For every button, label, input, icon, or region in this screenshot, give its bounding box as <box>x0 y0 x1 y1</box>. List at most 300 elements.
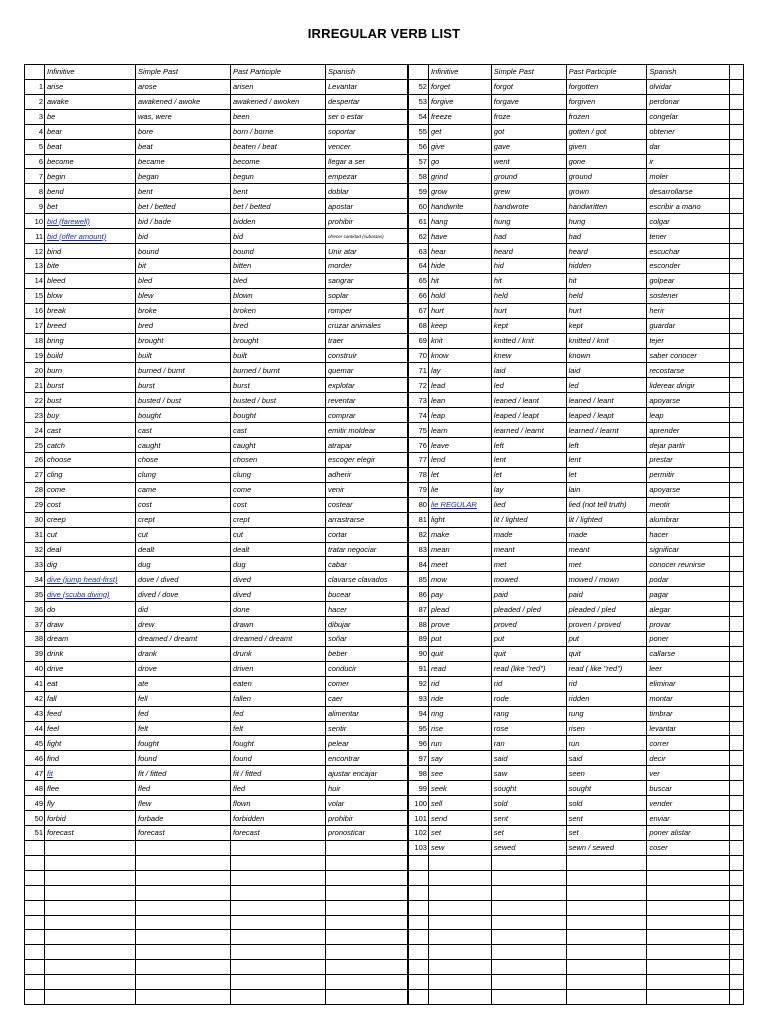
row-number: 80 <box>409 497 429 512</box>
simple-past-cell: read (like "red") <box>491 661 566 676</box>
spanish-cell: pronosticar <box>326 826 408 841</box>
spanish-cell: apoyarse <box>647 393 730 408</box>
empty-cell <box>428 945 491 960</box>
infinitive-cell: see <box>428 766 491 781</box>
empty-cell <box>566 990 647 1005</box>
simple-past-cell: kept <box>491 318 566 333</box>
past-participle-cell: dealt <box>231 542 326 557</box>
spanish-cell: leer <box>647 661 730 676</box>
empty-cell <box>45 990 136 1005</box>
infinitive-cell: plead <box>428 602 491 617</box>
table-row <box>25 109 408 124</box>
table-row <box>25 482 408 497</box>
table-row <box>25 423 408 438</box>
row-number: 36 <box>25 602 45 617</box>
spanish-cell: eliminar <box>647 676 730 691</box>
simple-past-cell: chose <box>136 452 231 467</box>
row-number: 100 <box>409 796 429 811</box>
infinitive-cell: forgive <box>428 94 491 109</box>
empty-cell <box>491 990 566 1005</box>
spanish-cell: hacer <box>647 527 730 542</box>
row-number: 97 <box>409 751 429 766</box>
table-row <box>25 691 408 706</box>
past-participle-cell: done <box>231 602 326 617</box>
simple-past-cell: dreamed / dreamt <box>136 632 231 647</box>
extra-cell <box>730 423 744 438</box>
table-row <box>409 512 744 527</box>
infinitive-cell: mean <box>428 542 491 557</box>
row-number: 14 <box>25 273 45 288</box>
spanish-cell: timbrar <box>647 706 730 721</box>
past-participle-cell: burst <box>231 378 326 393</box>
table-row <box>25 587 408 602</box>
extra-cell <box>730 676 744 691</box>
empty-cell <box>45 960 136 975</box>
empty-cell <box>730 915 744 930</box>
infinitive-cell: bind <box>45 244 136 259</box>
past-participle-cell: fit / fitted <box>231 766 326 781</box>
simple-past-cell: ate <box>136 676 231 691</box>
spanish-cell: tener <box>647 229 730 244</box>
row-number: 73 <box>409 393 429 408</box>
row-number: 30 <box>25 512 45 527</box>
extra-cell <box>730 154 744 169</box>
table-row <box>409 273 744 288</box>
empty-row <box>409 975 744 990</box>
empty-cell <box>136 945 231 960</box>
past-participle-cell: dug <box>231 557 326 572</box>
empty-cell <box>409 870 429 885</box>
row-number: 13 <box>25 258 45 273</box>
infinitive-cell: leap <box>428 408 491 423</box>
table-row <box>409 199 744 214</box>
spanish-cell: soplar <box>326 288 408 303</box>
extra-cell <box>730 587 744 602</box>
table-row <box>25 154 408 169</box>
row-number: 64 <box>409 258 429 273</box>
past-participle-cell: come <box>231 482 326 497</box>
empty-cell <box>647 900 730 915</box>
past-participle-cell: proven / proved <box>566 617 647 632</box>
table-row <box>409 497 744 512</box>
infinitive-cell: bite <box>45 258 136 273</box>
past-participle-cell: leaped / leapt <box>566 408 647 423</box>
empty-cell <box>730 930 744 945</box>
simple-past-cell: flew <box>136 796 231 811</box>
empty-cell <box>326 975 408 990</box>
simple-past-cell: sold <box>491 796 566 811</box>
infinitive-cell[interactable]: bid (offer amount) <box>45 229 136 244</box>
empty-cell <box>326 870 408 885</box>
infinitive-cell: seek <box>428 781 491 796</box>
spanish-cell: despertar <box>326 94 408 109</box>
infinitive-cell[interactable]: dive (jump head-first) <box>45 572 136 587</box>
spanish-cell: ir <box>647 154 730 169</box>
extra-cell <box>730 617 744 632</box>
row-number: 76 <box>409 438 429 453</box>
row-number: 23 <box>25 408 45 423</box>
table-row <box>25 781 408 796</box>
empty-cell <box>730 990 744 1005</box>
past-participle-cell: let <box>566 467 647 482</box>
empty-cell <box>25 855 45 870</box>
spanish-cell: bucear <box>326 587 408 602</box>
simple-past-cell: hung <box>491 214 566 229</box>
infinitive-cell: say <box>428 751 491 766</box>
empty-cell <box>136 870 231 885</box>
spanish-cell: emitir moldear <box>326 423 408 438</box>
spanish-cell: decir <box>647 751 730 766</box>
spanish-cell: alumbrar <box>647 512 730 527</box>
table-row <box>25 676 408 691</box>
simple-past-cell: set <box>491 826 566 841</box>
empty-cell <box>136 885 231 900</box>
simple-past-cell: arose <box>136 79 231 94</box>
empty-cell <box>566 885 647 900</box>
header-past-participle: Past Participle <box>231 65 326 80</box>
simple-past-cell: mowed <box>491 572 566 587</box>
spanish-cell: esconder <box>647 258 730 273</box>
past-participle-cell: said <box>566 751 647 766</box>
infinitive-cell: hit <box>428 273 491 288</box>
row-number: 91 <box>409 661 429 676</box>
row-number: 6 <box>25 154 45 169</box>
empty-cell <box>25 840 45 855</box>
row-number: 3 <box>25 109 45 124</box>
row-number: 102 <box>409 826 429 841</box>
row-number: 92 <box>409 676 429 691</box>
empty-cell <box>231 855 326 870</box>
empty-cell <box>566 960 647 975</box>
spanish-cell: olvidar <box>647 79 730 94</box>
table-row <box>409 229 744 244</box>
past-participle-cell: bidden <box>231 214 326 229</box>
empty-cell <box>428 990 491 1005</box>
infinitive-cell[interactable]: bid (farewell) <box>45 214 136 229</box>
extra-cell <box>730 139 744 154</box>
past-participle-cell: bred <box>231 318 326 333</box>
simple-past-cell: bred <box>136 318 231 333</box>
table-row <box>25 124 408 139</box>
past-participle-cell: forgotten <box>566 79 647 94</box>
empty-cell <box>25 990 45 1005</box>
infinitive-cell[interactable]: fit <box>45 766 136 781</box>
spanish-cell: tejer <box>647 333 730 348</box>
row-number: 27 <box>25 467 45 482</box>
table-row <box>409 109 744 124</box>
table-row <box>409 378 744 393</box>
extra-cell <box>730 408 744 423</box>
table-row <box>25 602 408 617</box>
simple-past-cell: quit <box>491 646 566 661</box>
extra-cell <box>730 438 744 453</box>
past-participle-cell: forgiven <box>566 94 647 109</box>
simple-past-cell: handwrote <box>491 199 566 214</box>
past-participle-cell: risen <box>566 721 647 736</box>
row-number: 34 <box>25 572 45 587</box>
spanish-cell: cruzar animales <box>326 318 408 333</box>
row-number: 18 <box>25 333 45 348</box>
simple-past-cell: fit / fitted <box>136 766 231 781</box>
row-number: 89 <box>409 632 429 647</box>
past-participle-cell: made <box>566 527 647 542</box>
extra-cell <box>730 184 744 199</box>
infinitive-cell: read <box>428 661 491 676</box>
row-number: 37 <box>25 617 45 632</box>
empty-cell <box>428 885 491 900</box>
past-participle-cell: bound <box>231 244 326 259</box>
row-number: 94 <box>409 706 429 721</box>
row-number: 11 <box>25 229 45 244</box>
row-number: 87 <box>409 602 429 617</box>
spanish-cell: dar <box>647 139 730 154</box>
infinitive-cell: quit <box>428 646 491 661</box>
row-number: 46 <box>25 751 45 766</box>
empty-cell <box>136 975 231 990</box>
table-row <box>409 676 744 691</box>
empty-cell <box>730 855 744 870</box>
spanish-cell: prohibir <box>326 811 408 826</box>
simple-past-cell: busted / bust <box>136 393 231 408</box>
row-number: 16 <box>25 303 45 318</box>
infinitive-cell: leave <box>428 438 491 453</box>
header-infinitive: Infinitive <box>45 65 136 80</box>
header-infinitive: Infinitive <box>428 65 491 80</box>
infinitive-cell: dig <box>45 557 136 572</box>
spanish-cell: sangrar <box>326 273 408 288</box>
extra-cell <box>730 303 744 318</box>
table-row <box>25 751 408 766</box>
empty-cell <box>45 930 136 945</box>
past-participle-cell: hidden <box>566 258 647 273</box>
simple-past-cell: lit / lighted <box>491 512 566 527</box>
row-number: 68 <box>409 318 429 333</box>
spanish-cell: alegar <box>647 602 730 617</box>
past-participle-cell: chosen <box>231 452 326 467</box>
spanish-cell: pagar <box>647 587 730 602</box>
infinitive-cell[interactable]: lie REGULAR <box>428 497 491 512</box>
simple-past-cell: brought <box>136 333 231 348</box>
table-row <box>25 452 408 467</box>
spanish-cell: ofrecer cantidad (subastas) <box>326 229 408 244</box>
table-row <box>409 214 744 229</box>
spanish-cell: coser <box>647 840 730 855</box>
table-row <box>409 79 744 94</box>
empty-cell <box>231 900 326 915</box>
infinitive-cell: lend <box>428 452 491 467</box>
row-number: 86 <box>409 587 429 602</box>
simple-past-cell: dug <box>136 557 231 572</box>
row-number: 49 <box>25 796 45 811</box>
row-number: 99 <box>409 781 429 796</box>
spanish-cell: venir <box>326 482 408 497</box>
past-participle-cell: hurt <box>566 303 647 318</box>
table-row <box>409 661 744 676</box>
spanish-cell: dibujar <box>326 617 408 632</box>
row-number: 35 <box>25 587 45 602</box>
past-participle-cell: put <box>566 632 647 647</box>
past-participle-cell: lain <box>566 482 647 497</box>
empty-cell <box>730 900 744 915</box>
infinitive-cell: eat <box>45 676 136 691</box>
table-row <box>25 796 408 811</box>
infinitive-cell: grow <box>428 184 491 199</box>
extra-cell <box>730 109 744 124</box>
extra-cell <box>730 602 744 617</box>
past-participle-cell: heard <box>566 244 647 259</box>
empty-cell <box>491 975 566 990</box>
table-row <box>25 258 408 273</box>
row-number: 33 <box>25 557 45 572</box>
row-number: 44 <box>25 721 45 736</box>
past-participle-cell: handwritten <box>566 199 647 214</box>
infinitive-cell: know <box>428 348 491 363</box>
row-number: 24 <box>25 423 45 438</box>
spanish-cell: clavarse clavados <box>326 572 408 587</box>
spanish-cell: soportar <box>326 124 408 139</box>
table-row <box>25 811 408 826</box>
row-number: 88 <box>409 617 429 632</box>
infinitive-cell: meet <box>428 557 491 572</box>
infinitive-cell: run <box>428 736 491 751</box>
past-participle-cell: meant <box>566 542 647 557</box>
simple-past-cell: rode <box>491 691 566 706</box>
infinitive-cell[interactable]: dive (scuba diving) <box>45 587 136 602</box>
table-row <box>25 94 408 109</box>
table-row <box>409 572 744 587</box>
table-row <box>25 363 408 378</box>
table-row <box>25 199 408 214</box>
empty-row <box>409 960 744 975</box>
past-participle-cell: held <box>566 288 647 303</box>
empty-cell <box>409 900 429 915</box>
extra-cell <box>730 214 744 229</box>
empty-cell <box>428 855 491 870</box>
infinitive-cell: learn <box>428 423 491 438</box>
empty-cell <box>730 885 744 900</box>
table-row <box>409 691 744 706</box>
row-number: 90 <box>409 646 429 661</box>
infinitive-cell: lead <box>428 378 491 393</box>
empty-cell <box>231 975 326 990</box>
table-row <box>409 826 744 841</box>
empty-cell <box>730 975 744 990</box>
spanish-cell: enviar <box>647 811 730 826</box>
extra-cell <box>730 378 744 393</box>
simple-past-cell: leaned / leant <box>491 393 566 408</box>
row-number: 59 <box>409 184 429 199</box>
infinitive-cell: bend <box>45 184 136 199</box>
spanish-cell: quemar <box>326 363 408 378</box>
simple-past-cell: led <box>491 378 566 393</box>
simple-past-cell: dealt <box>136 542 231 557</box>
past-participle-cell: bought <box>231 408 326 423</box>
past-participle-cell: burned / burnt <box>231 363 326 378</box>
past-participle-cell: sewn / sewed <box>566 840 647 855</box>
table-row <box>409 258 744 273</box>
past-participle-cell: bent <box>231 184 326 199</box>
simple-past-cell: came <box>136 482 231 497</box>
simple-past-cell: bound <box>136 244 231 259</box>
extra-cell <box>730 766 744 781</box>
table-row <box>409 423 744 438</box>
past-participle-cell: been <box>231 109 326 124</box>
table-row <box>25 512 408 527</box>
infinitive-cell: breed <box>45 318 136 333</box>
spanish-cell: herir <box>647 303 730 318</box>
empty-cell <box>231 885 326 900</box>
infinitive-cell: light <box>428 512 491 527</box>
infinitive-cell: lay <box>428 363 491 378</box>
past-participle-cell: fought <box>231 736 326 751</box>
past-participle-cell: drawn <box>231 617 326 632</box>
table-row <box>409 796 744 811</box>
row-number: 71 <box>409 363 429 378</box>
past-participle-cell: leaned / leant <box>566 393 647 408</box>
row-number: 43 <box>25 706 45 721</box>
past-participle-cell: crept <box>231 512 326 527</box>
spanish-cell: escoger elegir <box>326 452 408 467</box>
infinitive-cell: make <box>428 527 491 542</box>
table-row <box>25 169 408 184</box>
infinitive-cell: hurt <box>428 303 491 318</box>
row-number: 62 <box>409 229 429 244</box>
spanish-cell: pelear <box>326 736 408 751</box>
spanish-cell: sentir <box>326 721 408 736</box>
spanish-cell: montar <box>647 691 730 706</box>
empty-cell <box>409 960 429 975</box>
empty-cell <box>428 930 491 945</box>
extra-cell <box>730 333 744 348</box>
empty-cell <box>326 900 408 915</box>
spanish-cell: congelar <box>647 109 730 124</box>
simple-past-cell: bent <box>136 184 231 199</box>
row-number: 39 <box>25 646 45 661</box>
spanish-cell: romper <box>326 303 408 318</box>
past-participle-cell: kept <box>566 318 647 333</box>
infinitive-cell: drink <box>45 646 136 661</box>
table-row <box>25 244 408 259</box>
infinitive-cell: let <box>428 467 491 482</box>
empty-cell <box>45 840 136 855</box>
past-participle-cell: bled <box>231 273 326 288</box>
empty-cell <box>45 870 136 885</box>
empty-cell <box>428 975 491 990</box>
infinitive-cell: find <box>45 751 136 766</box>
simple-past-cell: beat <box>136 139 231 154</box>
empty-cell <box>647 885 730 900</box>
simple-past-cell: dived / dove <box>136 587 231 602</box>
row-number: 47 <box>25 766 45 781</box>
past-participle-cell: lent <box>566 452 647 467</box>
empty-cell <box>25 885 45 900</box>
extra-cell <box>730 796 744 811</box>
empty-row <box>409 900 744 915</box>
row-number: 51 <box>25 826 45 841</box>
table-row <box>25 766 408 781</box>
simple-past-cell: said <box>491 751 566 766</box>
simple-past-cell: cost <box>136 497 231 512</box>
spanish-cell: conducir <box>326 661 408 676</box>
row-number: 7 <box>25 169 45 184</box>
row-number: 72 <box>409 378 429 393</box>
empty-cell <box>326 915 408 930</box>
table-row <box>409 527 744 542</box>
spanish-cell: mentir <box>647 497 730 512</box>
table-row <box>409 184 744 199</box>
spanish-cell: sostener <box>647 288 730 303</box>
past-participle-cell: caught <box>231 438 326 453</box>
